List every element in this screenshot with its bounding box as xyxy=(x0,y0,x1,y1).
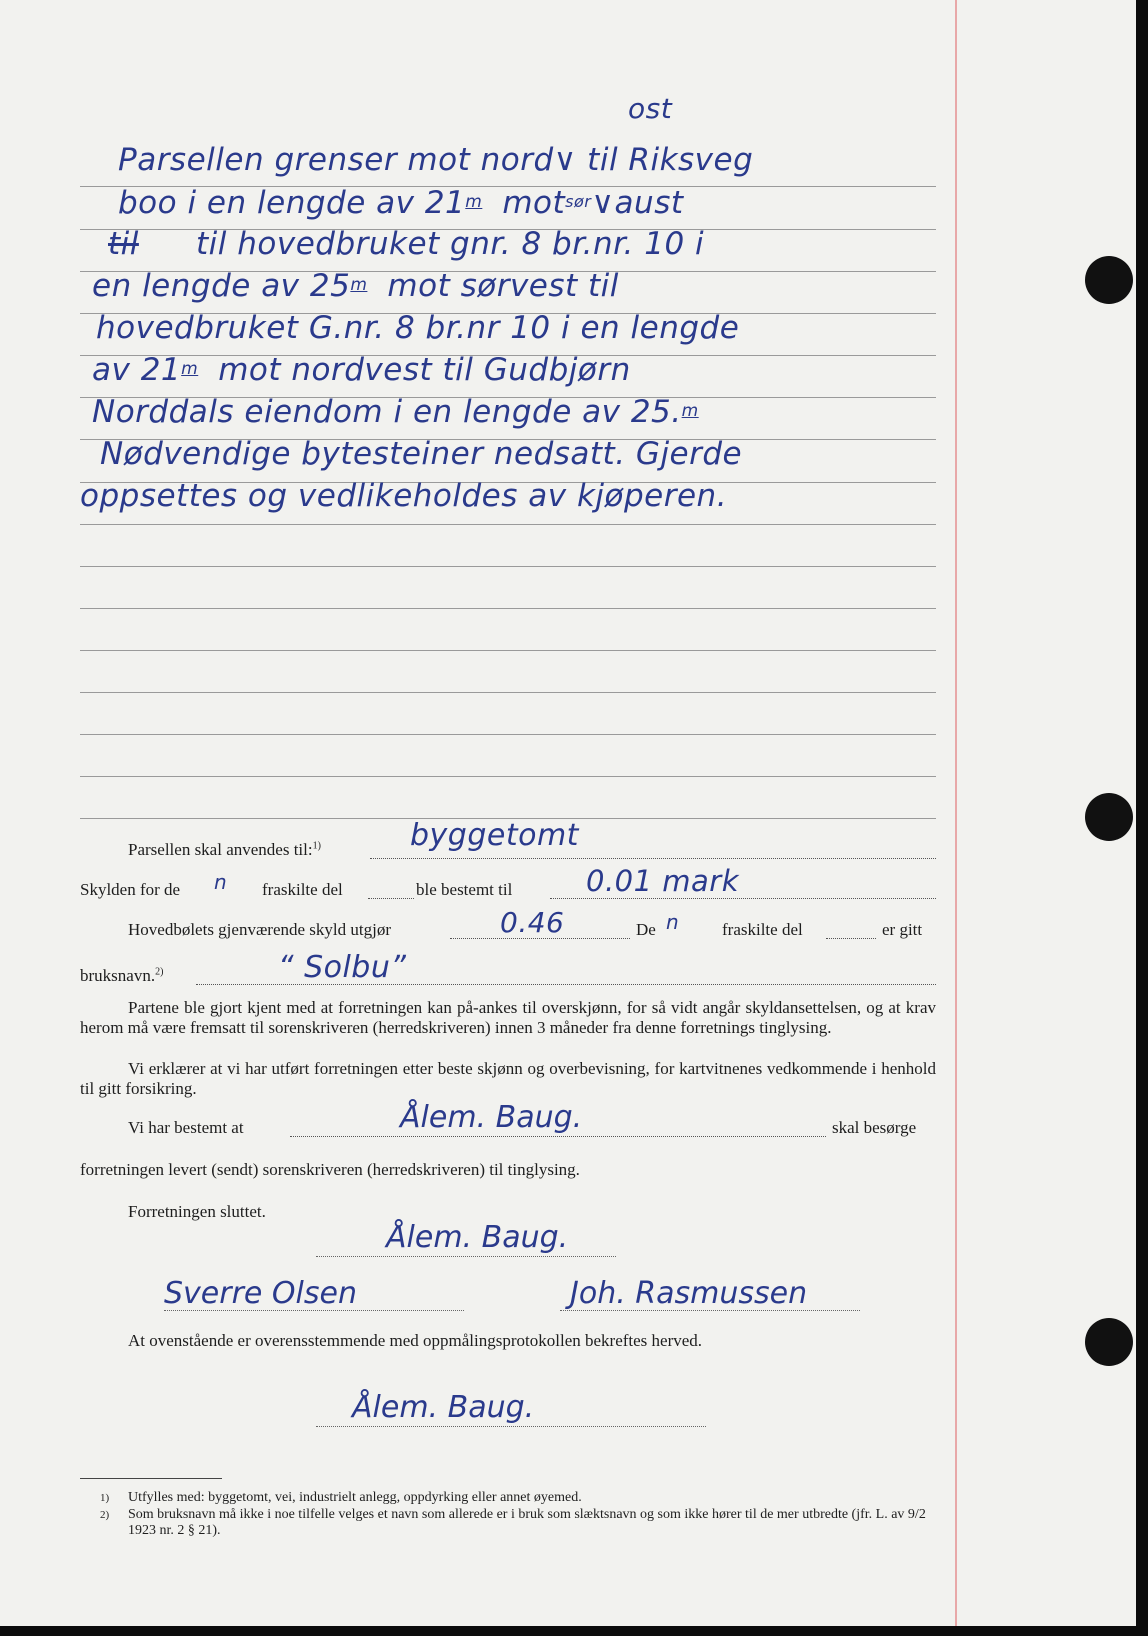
footnote-text: Som bruksnavn må ikke i noe tilfelle velges et navn som allerede er i bruk som slæktsnavn og som ikke hører til de mer utbredte (jfr. L. av 9/2 1923 nr. 2 § 21). xyxy=(128,1507,926,1538)
declaration-text: Vi erklærer at vi har utført forretningen etter beste skjønn og overbevisning, for kartvitnenes vedkommende i henhold til gitt forsikring. xyxy=(80,1059,936,1098)
footnote-1 xyxy=(100,1490,948,1506)
handwritten-line-3: til hovedbruket gnr. 8 br.nr. 10 i xyxy=(196,226,705,262)
hovedbol-value: 0.46 xyxy=(500,906,565,939)
handwritten-text: ∨aust xyxy=(591,185,684,221)
ruled-line xyxy=(80,734,936,735)
handwritten-line-7 xyxy=(92,394,699,430)
declaration-paragraph xyxy=(80,1059,936,1099)
ruled-line xyxy=(80,650,936,651)
footnote-2 xyxy=(100,1507,948,1539)
handwritten-text: av 21 xyxy=(92,352,182,388)
signature-surveyor: Ålem. Baug. xyxy=(386,1220,569,1255)
handwritten-text: en lengde av 25 xyxy=(92,268,351,304)
handwritten-line-5: hovedbruket G.nr. 8 br.nr 10 i en lengde xyxy=(96,310,740,346)
fill-line xyxy=(826,938,876,939)
bruksnavn-label-text: bruksnavn. xyxy=(80,966,156,985)
appeal-paragraph xyxy=(80,998,936,1038)
signature-line xyxy=(164,1310,464,1311)
signature-responsible: Ålem. Baug. xyxy=(400,1100,583,1135)
hovedbol-label: Hovedbølets gjenværende skyld utgjør xyxy=(128,920,391,939)
skyld-label: Skylden for de xyxy=(80,880,181,899)
struck-word: til xyxy=(108,226,139,262)
appeal-text: Partene ble gjort kjent med at forretningen kan på-ankes til overskjønn, for så vidt angår skyldansettelsen, og at krav herom må være fremsatt til sorenskriveren (herredskriveren) innen 3 måneder fra denne forretnings tinglysing. xyxy=(80,998,936,1037)
de-fill: n xyxy=(666,910,680,934)
handwritten-text: mot xyxy=(502,185,566,221)
bruksnavn-label xyxy=(80,966,163,986)
handwritten-insert: sør xyxy=(565,191,592,211)
punch-hole xyxy=(1085,1318,1133,1366)
unit-metre: m xyxy=(681,400,699,421)
handwritten-line-8: Nødvendige bytesteiner nedsatt. Gjerde xyxy=(100,436,743,472)
signature-line xyxy=(316,1256,616,1257)
unit-metre: m xyxy=(350,274,368,295)
signature-line xyxy=(316,1426,706,1427)
use-value: byggetomt xyxy=(410,818,579,853)
fraskilte-label: fraskilte del xyxy=(722,920,803,939)
fraskilte-label: fraskilte del xyxy=(262,880,343,899)
ruled-line xyxy=(80,566,936,567)
margin-line xyxy=(955,0,957,1626)
bestemt-label: ble bestemt til xyxy=(416,880,513,899)
levert-label: forretningen levert (sendt) sorenskriveren (herredskriveren) til tinglysing. xyxy=(80,1160,580,1179)
footnote-ref: 1) xyxy=(312,840,321,852)
use-label-text: Parsellen skal anvendes til: xyxy=(128,840,313,859)
besorge-label: skal besørge xyxy=(832,1118,917,1137)
handwritten-text: boo i en lengde av 21 xyxy=(118,185,466,221)
skyld-fill: n xyxy=(214,870,228,894)
ruled-line xyxy=(80,692,936,693)
bruksnavn-value: “ Solbu” xyxy=(278,950,407,985)
punch-hole xyxy=(1085,793,1133,841)
handwritten-line-9: oppsettes og vedlikeholdes av kjøperen. xyxy=(80,478,728,514)
footnote-marker: 2) xyxy=(100,1509,110,1521)
footnote-marker: 1) xyxy=(100,1492,110,1504)
bekreftes-label: At ovenstående er overensstemmende med oppmålingsprotokollen bekreftes herved. xyxy=(128,1331,703,1350)
handwritten-text: Norddals eiendom i en lengde av 25. xyxy=(92,394,682,430)
footnote-ref: 2) xyxy=(155,966,164,978)
bestemt-at-label: Vi har bestemt at xyxy=(128,1118,244,1137)
gitt-label: er gitt xyxy=(882,920,923,939)
handwritten-text: mot nordvest til Gudbjørn xyxy=(218,352,631,388)
ruled-line xyxy=(80,608,936,609)
fill-line xyxy=(290,1136,826,1137)
use-label xyxy=(128,840,321,860)
ruled-line xyxy=(80,776,936,777)
punch-hole xyxy=(1085,256,1133,304)
handwritten-line-1: Parsellen grenser mot nord∨ til Riksveg xyxy=(118,142,754,178)
footnote-text: Utfylles med: byggetomt, vei, industrielt anlegg, oppdyrking eller annet øyemed. xyxy=(128,1490,582,1505)
handwritten-line-4 xyxy=(92,268,619,304)
de-label: De xyxy=(636,920,656,939)
handwritten-insert: ost xyxy=(628,92,673,125)
unit-metre: m xyxy=(181,358,199,379)
signature-line xyxy=(560,1310,860,1311)
handwritten-line-2 xyxy=(118,185,684,221)
signature-witness-2: Joh. Rasmussen xyxy=(570,1276,808,1311)
signature-witness-1: Sverre Olsen xyxy=(164,1276,357,1311)
handwritten-text: mot sørvest til xyxy=(387,268,619,304)
footnote-rule xyxy=(80,1478,222,1479)
ruled-line xyxy=(80,524,936,525)
sluttet-label: Forretningen sluttet. xyxy=(128,1202,266,1221)
unit-metre: m xyxy=(465,191,483,212)
fill-line xyxy=(550,898,936,899)
handwritten-line-6 xyxy=(92,352,631,388)
fill-line xyxy=(368,898,414,899)
skyld-value: 0.01 mark xyxy=(586,864,740,898)
fill-line xyxy=(370,858,936,859)
signature-certification: Ålem. Baug. xyxy=(352,1390,535,1425)
